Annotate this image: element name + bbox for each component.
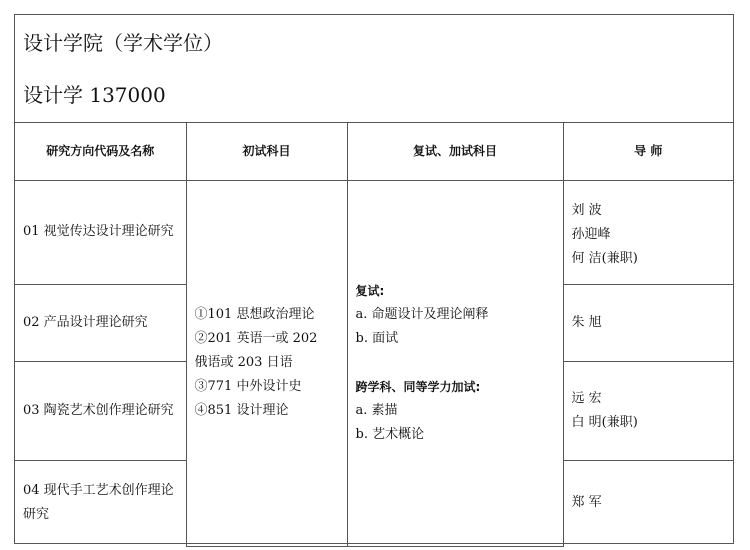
column-header-direction: 研究方向代码及名称 (15, 123, 186, 180)
mentor-name: 白 明(兼职) (571, 414, 638, 430)
exam-subject: ④851 设计理论 (194, 403, 289, 418)
direction-text: 02 产品设计理论研究 (23, 314, 148, 330)
exam-subject: ①101 思想政治理论 (194, 307, 315, 322)
column-header-exam: 初试科目 (186, 123, 347, 180)
mentor-name: 郑 军 (571, 495, 602, 511)
table-row (15, 180, 733, 284)
column-header-mentor: 导 师 (563, 123, 733, 180)
direction-cell (15, 180, 186, 284)
mentor-name: 何 洁(兼职) (571, 250, 638, 266)
exam-subject: 俄语或 203 日语 (194, 355, 293, 370)
exam-subject: ②201 英语一或 202 (194, 331, 318, 346)
mentor-name: 远 宏 (571, 390, 602, 406)
mentor-name: 刘 波 (571, 202, 602, 218)
extra-exam-item: a. 素描 (355, 403, 398, 418)
direction-cell (15, 284, 186, 361)
program-table (15, 123, 733, 547)
column-header-retest: 复试、加试科目 (347, 123, 563, 180)
direction-text: 01 视觉传达设计理论研究 (23, 224, 174, 239)
school-title: 设计学院（学术学位） (23, 31, 223, 55)
exam-subject: ③771 中外设计史 (194, 379, 302, 394)
mentor-name: 孙迎峰 (571, 226, 611, 242)
mentor-name: 朱 旭 (571, 314, 602, 330)
direction-cell (15, 361, 186, 460)
program-frame (14, 14, 734, 544)
mentor-cell (563, 284, 733, 361)
program-header (15, 15, 733, 123)
discipline-title: 设计学 137000 (23, 83, 166, 107)
extra-exam-heading: 跨学科、同等学力加试: (355, 380, 481, 394)
exam-subjects-cell (186, 180, 347, 546)
mentor-cell (563, 180, 733, 284)
direction-text: 04 现代手工艺术创作理论研究 (23, 483, 174, 523)
direction-text: 03 陶瓷艺术创作理论研究 (23, 402, 174, 418)
mentor-cell (563, 460, 733, 546)
direction-cell (15, 460, 186, 546)
extra-exam-item: b. 艺术概论 (355, 427, 425, 442)
retest-subjects-cell (347, 180, 563, 546)
retest-item: b. 面试 (355, 331, 399, 346)
retest-heading: 复试: (355, 284, 385, 298)
spacer (356, 351, 555, 375)
table-header-row (15, 123, 733, 180)
mentor-cell (563, 361, 733, 460)
retest-item: a. 命题设计及理论阐释 (355, 307, 489, 322)
